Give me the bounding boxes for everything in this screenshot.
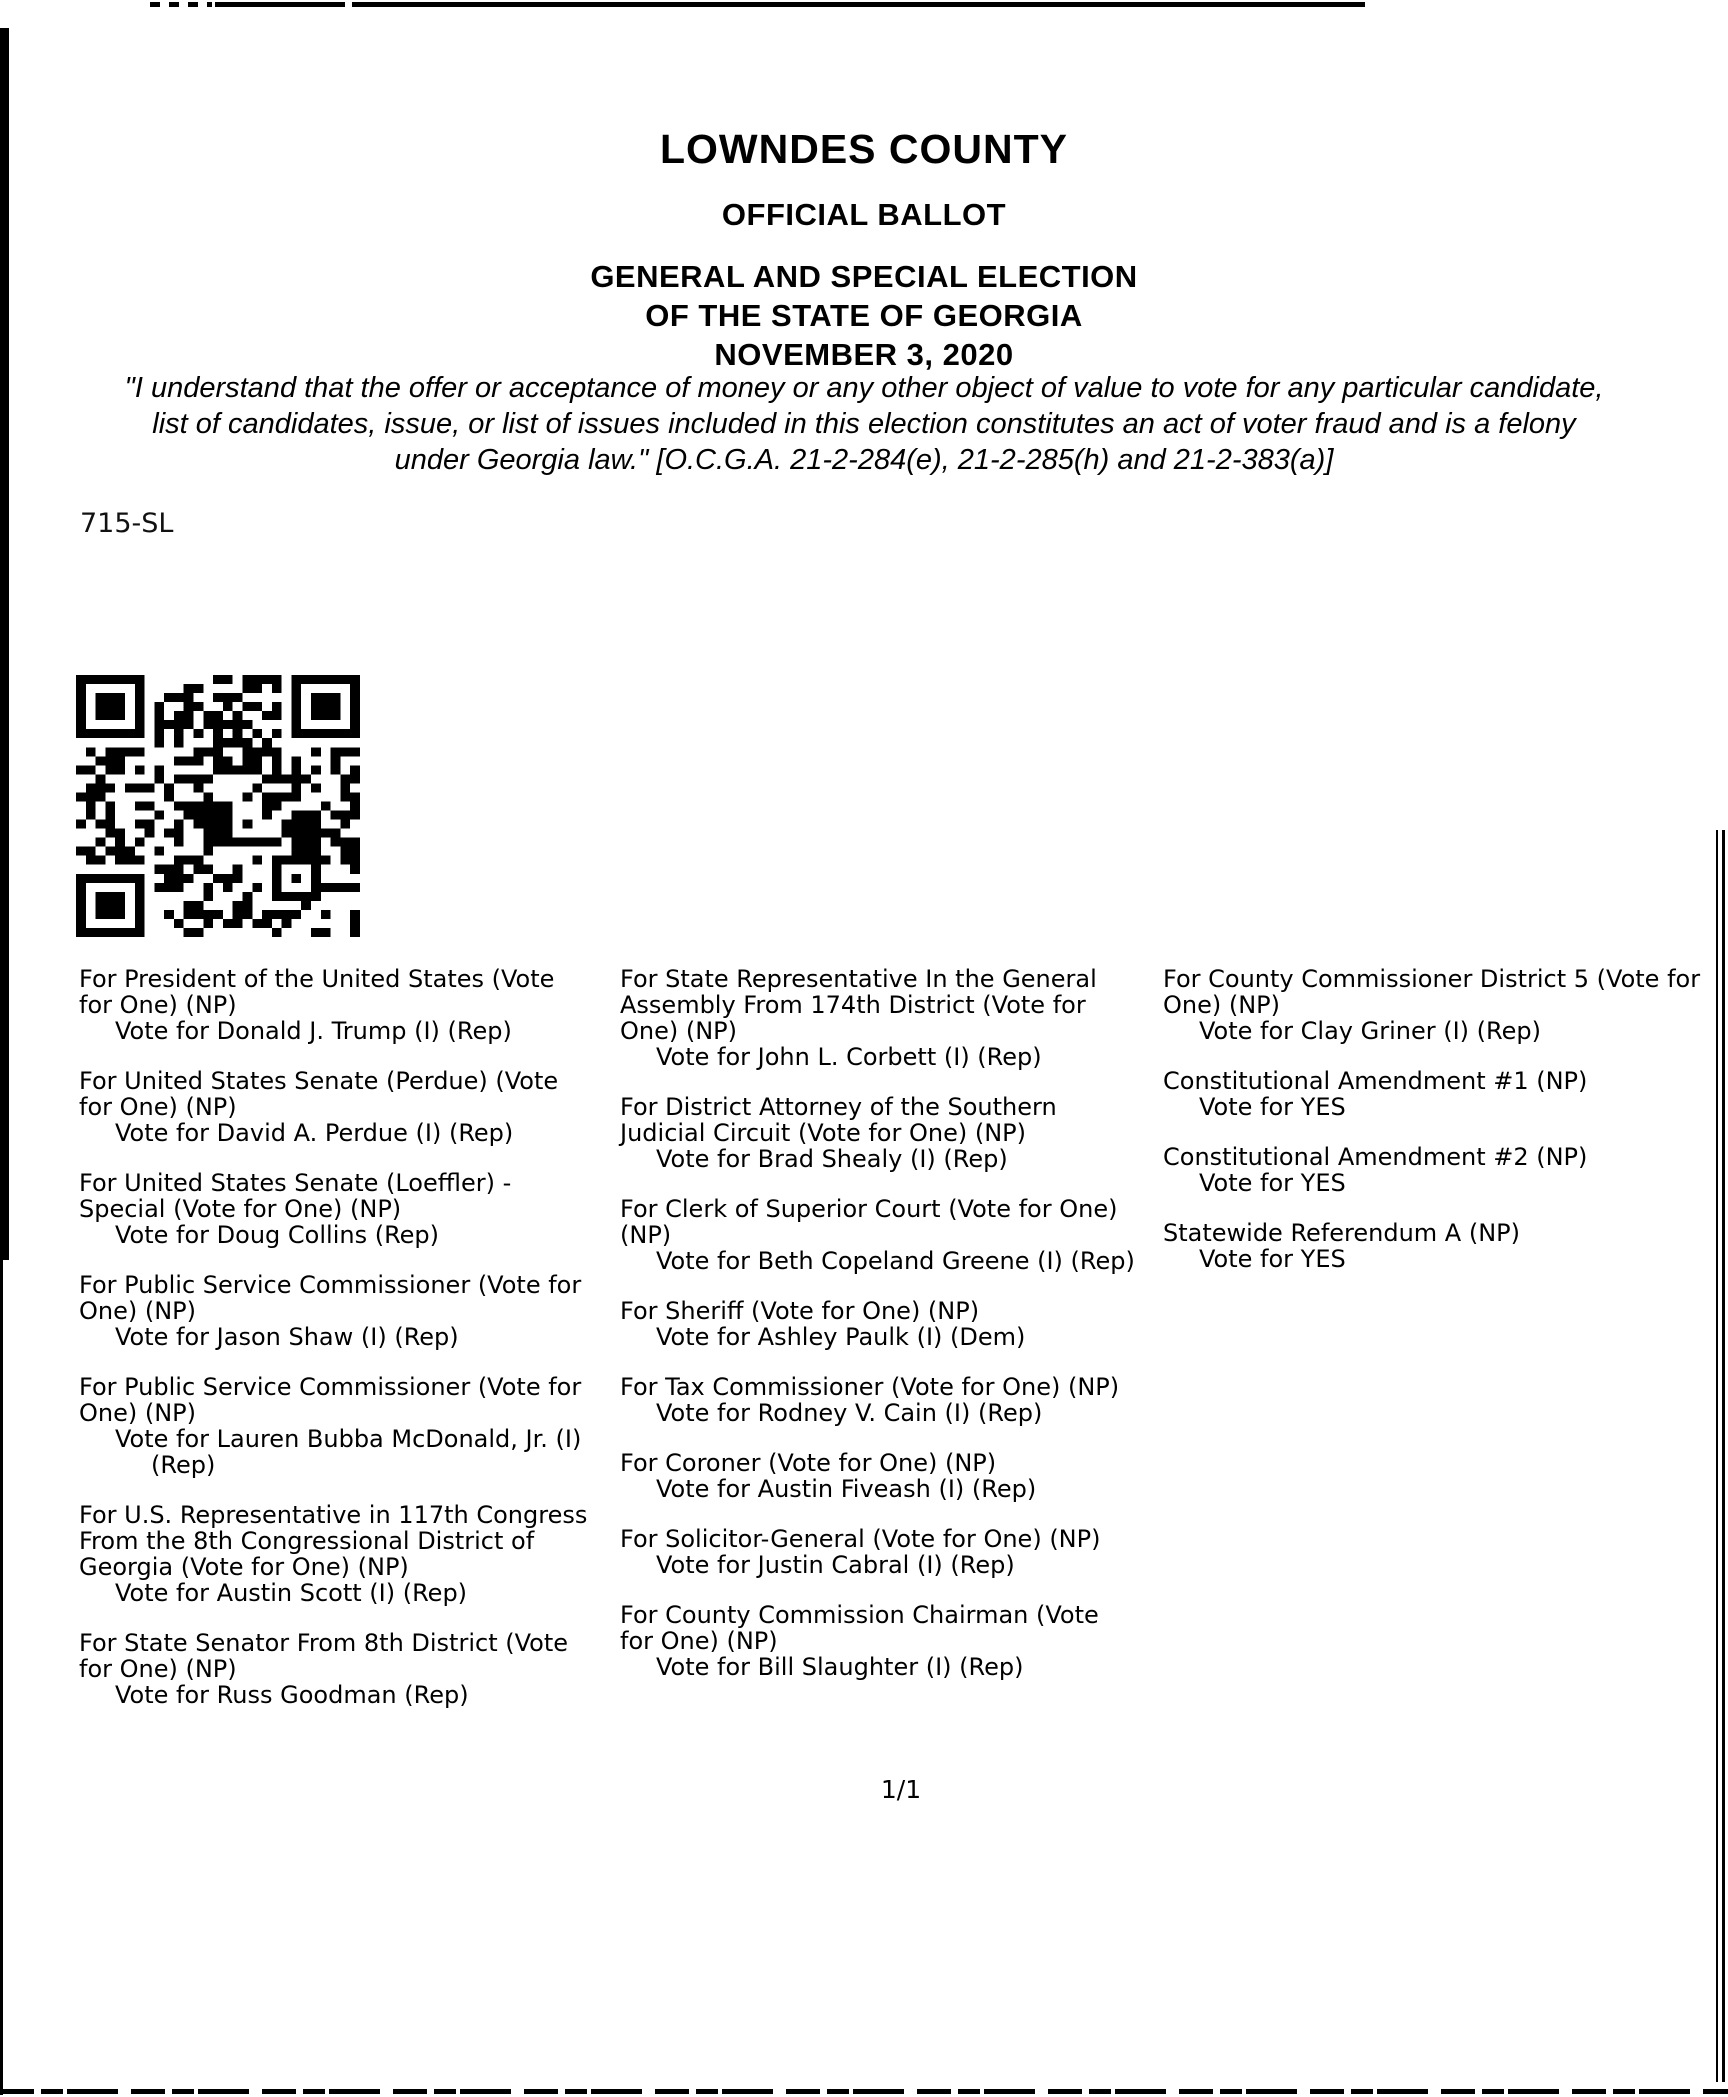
contest-selection: Vote for Austin Scott (I) (Rep) [115, 1579, 468, 1607]
contest-selection: Vote for YES [1199, 1169, 1346, 1197]
contest-office: For Sheriff (Vote for One) (NP) [620, 1297, 980, 1325]
contest [1163, 966, 1723, 1044]
contest-columns [79, 966, 1723, 1732]
contest-office: For President of the United States (Vote for One) (NP) [79, 965, 555, 1019]
contest-selection: Vote for Austin Fiveash (I) (Rep) [656, 1475, 1037, 1503]
voter-fraud-affirmation [60, 370, 1668, 478]
precinct-code: 715-SL [80, 508, 174, 539]
scan-artifact-top-line [352, 2, 1365, 7]
contest [1163, 1144, 1723, 1196]
scan-artifact-left-line [0, 1260, 3, 2095]
contest-selection: Vote for Rodney V. Cain (I) (Rep) [656, 1399, 1043, 1427]
election-name-line2: OF THE STATE OF GEORGIA [645, 298, 1083, 333]
ballot-type-title: OFFICIAL BALLOT [721, 197, 1007, 232]
contest-office: For District Attorney of the Southern Judicial Circuit (Vote for One) (NP) [620, 1093, 1057, 1147]
ballot-column [1163, 966, 1723, 1732]
contest-office: For County Commission Chairman (Vote for One) (NP) [620, 1601, 1099, 1655]
scan-artifact-top-line [215, 2, 345, 7]
contest [620, 1526, 1135, 1578]
contest-selection: Vote for Bill Slaughter (I) (Rep) [656, 1653, 1024, 1681]
contest [79, 1170, 594, 1248]
contest-selection: Vote for John L. Corbett (I) (Rep) [656, 1043, 1042, 1071]
contest [620, 1196, 1135, 1274]
ballot-column [79, 966, 594, 1732]
contest [1163, 1220, 1723, 1272]
contest [620, 1374, 1135, 1426]
affirmation-line2: list of candidates, issue, or list of issues included in this election constitutes an act of voter fraud and is a felony [152, 408, 1576, 440]
contest-office: For County Commissioner District 5 (Vote for One) (NP) [1163, 965, 1701, 1019]
contest [620, 1450, 1135, 1502]
county-title: LOWNDES COUNTY [659, 126, 1069, 172]
contest-selection: Vote for David A. Perdue (I) (Rep) [115, 1119, 514, 1147]
contest-selection: Vote for Beth Copeland Greene (I) (Rep) [656, 1247, 1135, 1275]
contest-office: Constitutional Amendment #1 (NP) [1163, 1067, 1588, 1095]
election-name-line1: GENERAL AND SPECIAL ELECTION [590, 259, 1138, 294]
contest-selection: Vote for Brad Shealy (I) (Rep) [656, 1145, 1008, 1173]
contest-office: Constitutional Amendment #2 (NP) [1163, 1143, 1588, 1171]
contest-office: For Solicitor-General (Vote for One) (NP) [620, 1525, 1101, 1553]
contest-selection: Vote for YES [1199, 1245, 1346, 1273]
election-date: NOVEMBER 3, 2020 [714, 337, 1014, 372]
contest-office: For Tax Commissioner (Vote for One) (NP) [620, 1373, 1120, 1401]
contest-selection: Vote for Clay Griner (I) (Rep) [1199, 1017, 1541, 1045]
contest [79, 1502, 594, 1606]
contest [620, 1094, 1135, 1172]
scan-artifact-top-dashes [150, 2, 212, 7]
contest-selection: Vote for Lauren Bubba McDonald, Jr. (I) (Rep) [115, 1425, 582, 1479]
contest-selection: Vote for Ashley Paulk (I) (Dem) [656, 1323, 1026, 1351]
contest-office: For Clerk of Superior Court (Vote for One) (NP) [620, 1195, 1118, 1249]
contest-office: Statewide Referendum A (NP) [1163, 1219, 1520, 1247]
contest-selection: Vote for Justin Cabral (I) (Rep) [656, 1551, 1015, 1579]
contest [79, 966, 594, 1044]
contest [620, 966, 1135, 1070]
contest-office: For United States Senate (Loeffler) - Special (Vote for One) (NP) [79, 1169, 512, 1223]
contest-selection: Vote for Jason Shaw (I) (Rep) [115, 1323, 459, 1351]
contest [79, 1272, 594, 1350]
contest-office: For Coroner (Vote for One) (NP) [620, 1449, 997, 1477]
contest-office: For State Representative In the General Assembly From 174th District (Vote for One) (NP) [620, 965, 1097, 1045]
contest-office: For United States Senate (Perdue) (Vote for One) (NP) [79, 1067, 559, 1121]
contest-office: For U.S. Representative in 117th Congress From the 8th Congressional District of Georgia (Vote for One) (NP) [79, 1501, 588, 1581]
contest-selection: Vote for Doug Collins (Rep) [115, 1221, 440, 1249]
contest [79, 1630, 594, 1708]
contest [79, 1068, 594, 1146]
contest [79, 1374, 594, 1478]
contest-selection: Vote for YES [1199, 1093, 1346, 1121]
contest [620, 1602, 1135, 1680]
affirmation-line1: "I understand that the offer or acceptance of money or any other object of value to vote for any particular candidate, [124, 372, 1604, 404]
page-number: 1/1 [880, 1775, 922, 1804]
affirmation-line3: under Georgia law." [O.C.G.A. 21-2-284(e), 21-2-285(h) and 21-2-383(a)] [394, 444, 1334, 476]
scan-artifact-bottom-dashes [0, 2089, 1728, 2094]
contest [620, 1298, 1135, 1350]
ballot-header [0, 126, 1728, 374]
contest-office: For Public Service Commissioner (Vote for One) (NP) [79, 1373, 582, 1427]
contest-office: For Public Service Commissioner (Vote for One) (NP) [79, 1271, 582, 1325]
ballot-column [620, 966, 1135, 1732]
contest [1163, 1068, 1723, 1120]
contest-selection: Vote for Donald J. Trump (I) (Rep) [115, 1017, 512, 1045]
qr-code [76, 675, 360, 937]
contest-office: For State Senator From 8th District (Vote for One) (NP) [79, 1629, 569, 1683]
contest-selection: Vote for Russ Goodman (Rep) [115, 1681, 469, 1709]
